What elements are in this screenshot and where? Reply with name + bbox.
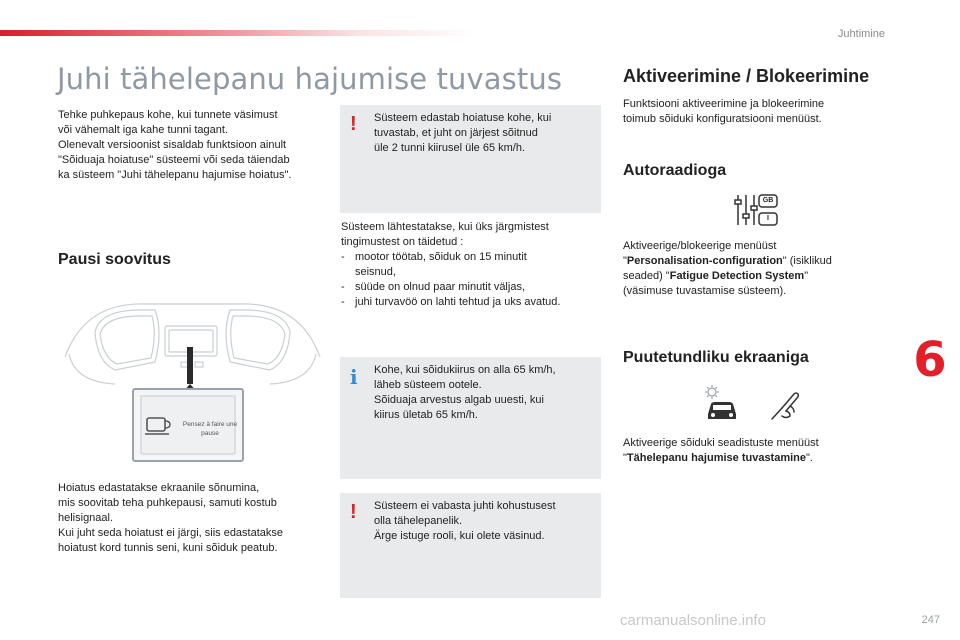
touchscreen-paragraph: Aktiveerige sõiduki seadistuste menüüst "Tähelepanu hajumise tuvastamine".: [623, 437, 819, 464]
list-item: - süüde on olnud paar minutit väljas,: [341, 280, 603, 295]
instrument-cluster-drawing: [55, 292, 330, 464]
warning-box-driving-time: ! Süsteem edastab hoiatuse kohe, kui tuvastab, et juht on järjest sõitnud üle 2 tunni kiirusel üle 65 km/h.: [340, 105, 601, 213]
activation-paragraph: Funktsiooni aktiveerimine ja blokeerimine toimub sõiduki konfiguratsiooni menüüst.: [623, 98, 825, 125]
touchscreen-heading: Puutetundliku ekraaniga: [623, 349, 809, 366]
dashboard-illustration: [55, 292, 330, 464]
radio-icon-label-2: I: [767, 215, 769, 222]
activation-heading: Aktiveerimine / Blokeerimine: [623, 66, 870, 86]
info-icon: i: [350, 365, 358, 389]
list-item: - mootor töötab, sõiduk on 15 minutit seisnud,: [341, 250, 565, 280]
screen-message: Pensez à faire une pause: [182, 421, 238, 437]
page-title: Juhi tähelepanu hajumise tuvastus: [57, 62, 563, 96]
intro-paragraph: Tehke puhkepaus kohe, kui tunnete väsimust või vähemalt iga kahe tunni tagant. Olenevalt versioonist sisaldab funktsioon ainult "Sõiduaja hoiatuse" süsteemi või seda täiendab ka süsteem "Juhi tähelepanu hajumise hoiatus".: [58, 109, 292, 181]
info-box-speed: i Kohe, kui sõidukiirus on alla 65 km/h, läheb süsteem ootele. Sõiduaja arvestus algab uuesti, kui kiirus ületab 65 km/h.: [340, 357, 601, 479]
vehicle-settings-icon: [700, 384, 742, 422]
radio-heading: Autoraadioga: [623, 162, 727, 179]
restart-conditions-list: [341, 250, 603, 310]
header-accent-bar: [0, 30, 480, 36]
radio-settings-icon: [732, 192, 780, 228]
warning-icon: !: [350, 501, 357, 523]
page-number: 247: [921, 614, 940, 626]
section-name: Juhtimine: [837, 28, 885, 40]
radio-paragraph: Aktiveerige/blokeerige menüüst "Personalisation-configuration" (isiklikud seaded) "Fatigue Detection System" (väsimuse tuvastamise süsteem).: [623, 240, 832, 297]
warning-icon: !: [350, 113, 357, 135]
list-item: - juhi turvavöö on lahti tehtud ja uks avatud.: [341, 295, 603, 310]
watermark: carmanualsonline.info: [620, 612, 766, 629]
warning-box-attention: ! Süsteem ei vabasta juhti kohustusest olla tähelepanelik. Ärge istuge rooli, kui olete väsinud.: [340, 493, 601, 598]
restart-intro: Süsteem lähtestatakse, kui üks järgmistest tingimustest on täidetud :: [341, 221, 549, 248]
chapter-tab: 6: [913, 332, 947, 388]
pause-heading: Pausi soovitus: [58, 251, 171, 268]
radio-icon-label-1: GB: [762, 197, 774, 204]
pause-paragraph: Hoiatus edastatakse ekraanile sõnumina, mis soovitab teha puhkepausi, samuti kostub helisignaal. Kui juht seda hoiatust ei järgi, siis edastatakse hoiatust kord tunnis seni, kuni sõiduk peatub.: [58, 482, 284, 554]
touch-gesture-icon: [768, 386, 802, 422]
